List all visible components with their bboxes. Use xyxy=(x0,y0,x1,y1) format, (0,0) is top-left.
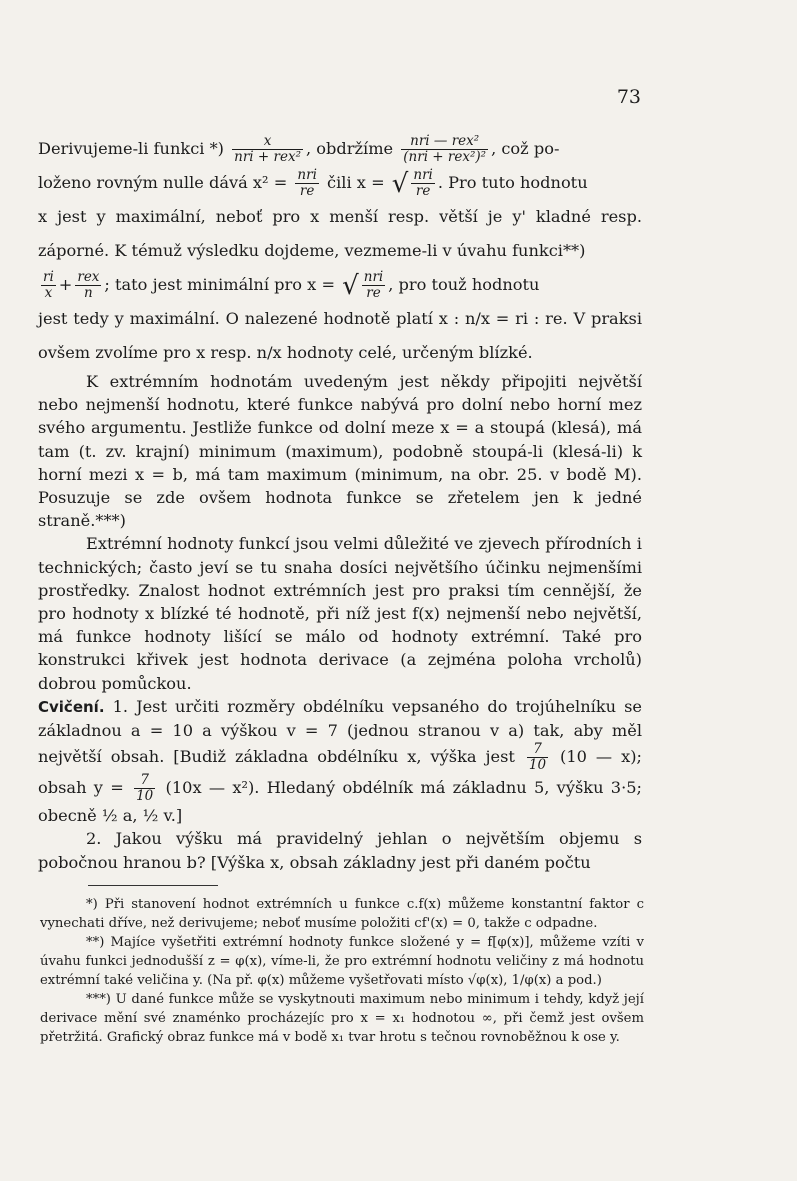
exercise-2: 2. Jakou výšku má pravidelný jehlan o největším objemu s pobočnou hranou b? [Výška x, obsah základny jest při daném počtu xyxy=(38,829,642,872)
footnotes xyxy=(40,895,644,1047)
fraction: $\frac{7}{10}$ xyxy=(528,741,547,774)
footnote-divider xyxy=(88,885,218,886)
fraction: $\frac{ri}{x}$ xyxy=(43,269,54,301)
paragraph-extremes-bounds: K extrémním hodnotám uvedeným jest někdy připojiti největší nebo nejmenší hodnotu, které funkce nabývá pro dolní nebo horní mez svého argumentu. Jestliže funkce od dolní meze x = a stoupá (klesá), má tam (t. zv. krajní) minimum (maximum), podobně stoupá-li (klesá-li) k horní mezi x = b, má tam maximum (minimum, na obr. 25. v bodě M). Posuzuje se zde ovšem hodnota funkce se zřetelem jen k jedné straně.***) xyxy=(38,372,642,531)
paragraph-derivative xyxy=(38,132,642,370)
text-fragment: jest tedy y maximální. O nalezené hodnotě platí x : n/x = ri : re. V praksi ovšem zvolíme pro x resp. n/x hodnoty celé, určeným blízké. xyxy=(38,309,642,362)
paragraph-extremes-importance: Extrémní hodnoty funkcí jsou velmi důležité ve zjevech přírodních i technických; často jeví se tu snaha dosíci největšího účinku nejmenšími prostředky. Znalost hodnot extrémních jest pro praksi tím cennější, že pro hodnoty x blízké té hodnotě, při níž jest f(x) nejmenší nebo největší, má funkce hodnoty lišící se málo od hodnoty extrémní. Také pro konstrukci křivek jest hodnota derivace (a zejména poloha vrcholů) dobrou pomůckou. xyxy=(38,534,642,693)
fraction: $\frac{\text{nri}}{re}$ xyxy=(413,167,433,199)
fraction: $\frac{\text{nri}}{re}$ xyxy=(297,167,317,199)
text-fragment: ; tato jest minimální pro x = xyxy=(104,275,336,294)
exercise-label: Cvičení. xyxy=(38,697,105,716)
exercise-1 xyxy=(38,695,642,828)
text-fragment: Derivujeme-li funkci *) xyxy=(38,139,224,158)
page-number: 73 xyxy=(616,86,641,108)
footnote-3: ***) U dané funkce může se vyskytnouti maximum nebo minimum i tehdy, když její derivace mění své znaménko procházejíc pro x = x₁ hodnotou ∞, při čemž jest ovšem přetržitá. Grafický obraz funkce má v bodě x₁ tvar hrotu s tečnou rovnoběžnou k ose y. xyxy=(40,992,644,1045)
text-fragment: x jest y maximální, neboť pro x menší resp. větší je y' kladné resp. záporné. K témuž výsledku dojdeme, vezmeme-li v úvahu funkci**) xyxy=(38,207,642,260)
fraction: $\frac{\text{rex}}{n}$ xyxy=(77,269,100,301)
plus-sign: + xyxy=(58,275,73,294)
fraction: $\frac{\text{nri — rex²}}{\text{(nri + rex²)²}}$ xyxy=(403,133,487,165)
text-fragment: loženo rovným nulle dává x² = xyxy=(38,173,288,192)
fraction: $\frac{7}{10}$ xyxy=(136,772,154,805)
footnote-2: **) Majíce vyšetřiti extrémní hodnoty funkce složené y = f[φ(x)], můžeme vzíti v úvahu funkci jednodušší z = φ(x), víme-li, že pro extrémní hodnotu veličiny z má hodnotu extrémní také veličina y. (Na př. φ(x) můžeme vyšetřovati místo √φ(x), 1/φ(x) a pod.) xyxy=(40,935,644,988)
fraction: $\frac{\text{nri}}{re}$ xyxy=(363,269,384,301)
text-fragment: (10x — x²). Hledaný obdélník má základnu 5, výšku 3·5; obecně ½ a, ½ v.] xyxy=(38,778,642,826)
text-fragment: , což po- xyxy=(491,139,560,158)
text-fragment: , obdržíme xyxy=(305,139,394,158)
main-text xyxy=(38,132,642,874)
text-fragment: , pro touž hodnotu xyxy=(388,275,540,294)
sqrt-icon: √ xyxy=(342,270,359,301)
text-fragment: čili x = xyxy=(327,173,385,192)
text-fragment: (10 — x); obsah y = xyxy=(38,747,642,798)
text-fragment: . Pro tuto hodnotu xyxy=(437,173,588,192)
fraction: $\frac{x}{\text{nri + rex²}}$ xyxy=(234,133,301,165)
sqrt-icon: √ xyxy=(391,168,409,199)
footnote-1: *) Při stanovení hodnot extrémních u funkce c.f(x) můžeme konstantní faktor c vynechati dříve, než derivujeme; neboť musíme položiti cf'(x) = 0, takže c odpadne. xyxy=(40,897,644,931)
text-fragment: 1. Jest určiti rozměry obdélníku vepsaného do trojúhelníku se základnou a = 10 a výškou v = 7 (jednou stranou v a) tak, aby měl největší obsah. [Budiž základna obdélníku x, výška jest xyxy=(38,696,642,767)
